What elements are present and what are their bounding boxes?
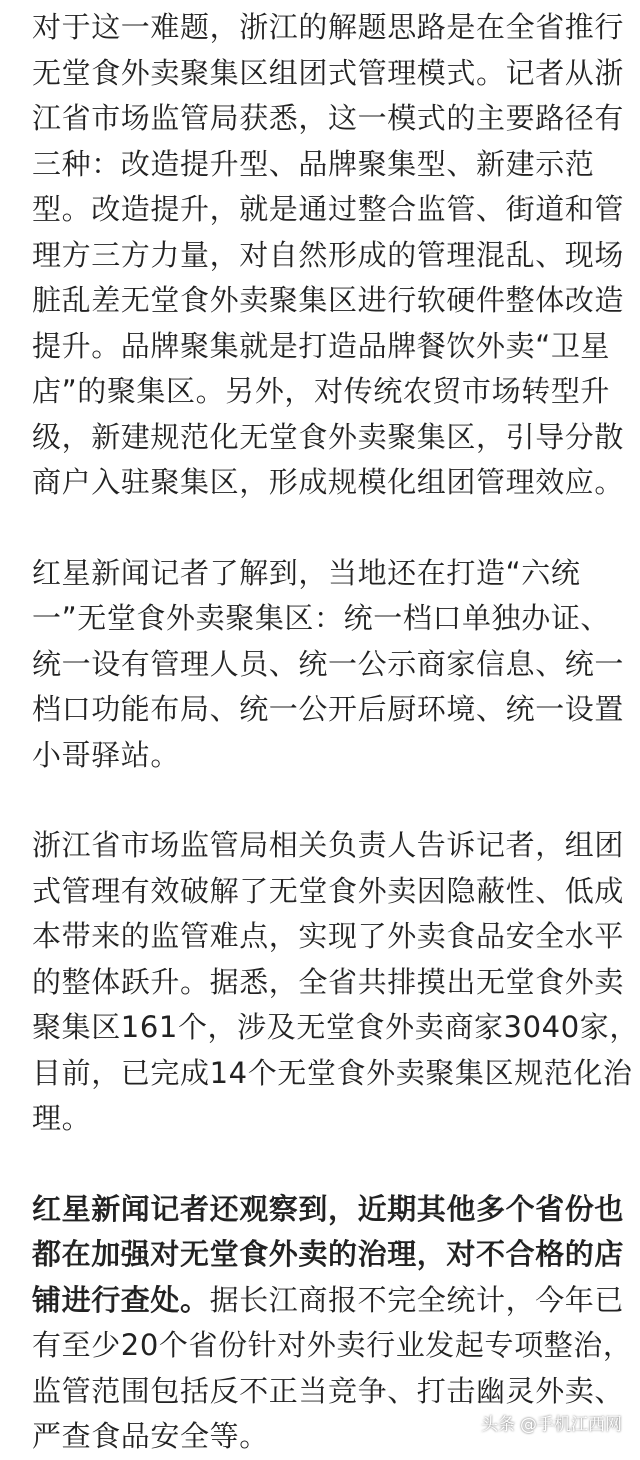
paragraph-3 xyxy=(32,823,639,1142)
text-line: 级，新建规范化无堂食外卖聚集区，引导分散 xyxy=(32,419,625,454)
text-line: 脏乱差无堂食外卖聚集区进行软硬件整体改造 xyxy=(32,283,625,317)
text-line: 理。 xyxy=(32,1101,92,1135)
text-line: 严查食品安全等。 xyxy=(32,1419,269,1453)
bold-text-segment: 铺进行查处。 xyxy=(32,1282,210,1317)
text-line: 一”无堂食外卖聚集区：统一档口单独办证、 xyxy=(32,601,611,635)
text-line: 无堂食外卖聚集区组团式管理模式。记者从浙 xyxy=(32,55,625,90)
article-body xyxy=(32,0,639,1460)
text-line: 档口功能布局、统一公开后厨环境、统一设置 xyxy=(32,692,625,726)
paragraph-1 xyxy=(32,0,625,506)
text-line: 理方三方力量，对自然形成的管理混乱、现场 xyxy=(32,237,625,272)
text-line: 有至少20个省份针对外卖行业发起专项整治， xyxy=(32,1328,633,1362)
bold-text-line: 红星新闻记者还观察到，近期其他多个省份也 xyxy=(32,1191,625,1226)
text-line: 三种：改造提升型、品牌聚集型、新建示范 xyxy=(32,146,595,181)
text-line: 红星新闻记者了解到，当地还在打造“六统 xyxy=(32,555,581,590)
mixed-text-line xyxy=(32,1278,625,1324)
text-line: 小哥驿站。 xyxy=(32,737,181,772)
text-line: 统一设有管理人员、统一公示商家信息、统一 xyxy=(32,646,625,681)
text-line: 式管理有效破解了无堂食外卖因隐蔽性、低成 xyxy=(32,873,625,908)
normal-text-segment: 据长江商报不完全统计，今年已 xyxy=(209,1282,625,1317)
text-line: 本带来的监管难点，实现了外卖食品安全水平 xyxy=(32,919,625,953)
watermark xyxy=(481,1410,622,1435)
text-line: 目前，已完成14个无堂食外卖聚集区规范化治 xyxy=(32,1055,633,1090)
text-line: 监管范围包括反不正当竞争、打击幽灵外卖、 xyxy=(32,1373,625,1408)
bold-text-line: 都在加强对无堂食外卖的治理，对不合格的店 xyxy=(32,1237,625,1271)
text-line: 对于这一难题，浙江的解题思路是在全省推行 xyxy=(32,10,625,44)
text-line: 商户入驻聚集区，形成规模化组团管理效应。 xyxy=(32,465,625,499)
text-line: 的整体跃升。据悉，全省共排摸出无堂食外卖 xyxy=(32,964,625,999)
text-line: 店”的聚集区。另外，对传统农贸市场转型升 xyxy=(32,374,611,408)
text-line: 江省市场监管局获悉，这一模式的主要路径有 xyxy=(32,101,625,135)
watermark-account: @手机江西网 xyxy=(520,1415,622,1435)
watermark-platform: 头条 xyxy=(481,1415,515,1435)
text-line: 聚集区161个，涉及无堂食外卖商家3040家， xyxy=(32,1010,639,1044)
text-line: 型。改造提升，就是通过整合监管、街道和管 xyxy=(32,192,625,226)
text-line: 浙江省市场监管局相关负责人告诉记者，组团 xyxy=(32,828,625,862)
paragraph-2 xyxy=(32,551,625,779)
text-line: 提升。品牌聚集就是打造品牌餐饮外卖“卫星 xyxy=(32,328,611,363)
